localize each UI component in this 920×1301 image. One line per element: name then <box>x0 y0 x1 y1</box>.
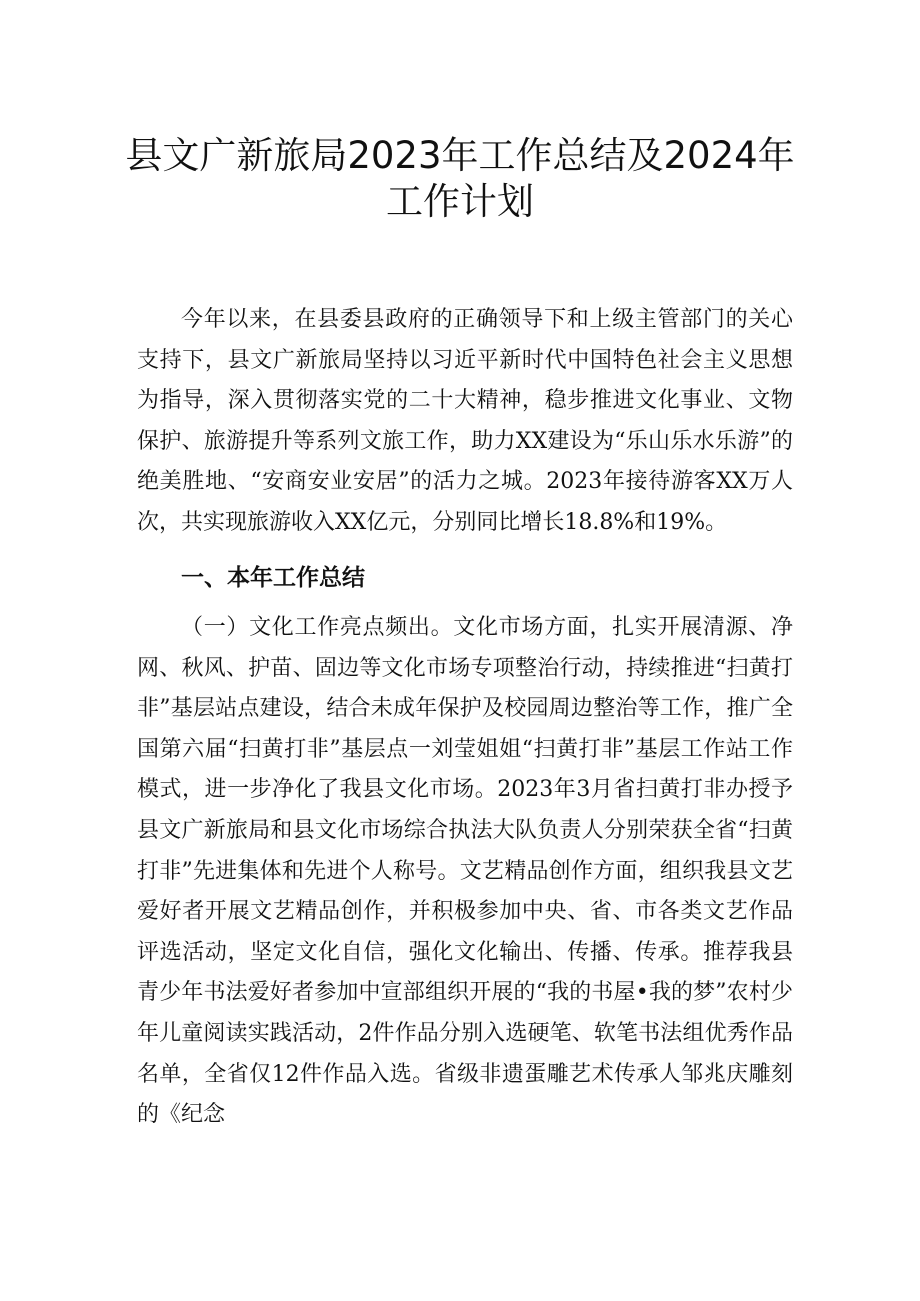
document-title-line2: 工作计划 <box>386 180 534 223</box>
section-paragraph: （一）文化工作亮点频出。文化市场方面，扎实开展清源、净网、秋风、护苗、固边等文化市场专项整治行动，持续推进“扫黄打非”基层站点建设，结合未成年保护及校园周边整治等工作，推广全国第六届“扫黄打非”基层点一刘莹姐姐“扫黄打非”基层工作站工作模式，进一步净化了我县文化市场。2023年3月省扫黄打非办授予县文广新旅局和县文化市场综合执法大队负责人分别荣获全省“扫黄打非”先进集体和先进个人称号。文艺精品创作方面，组织我县文艺爱好者开展文艺精品创作，并积极参加中央、省、市各类文艺作品评选活动，坚定文化自信，强化文化输出、传播、传承。推荐我县青少年书法爱好者参加中宣部组织开展的“我的书屋•我的梦”农村少年儿童阅读实践活动，2件作品分别入选硬笔、软笔书法组优秀作品名单，全省仅12件作品入选。省级非遗蛋雕艺术传承人邹兆庆雕刻的《纪念 <box>137 615 793 1128</box>
document-title-line1: 县文广新旅局2023年工作总结及2024年 <box>125 134 795 177</box>
section-heading: 一、本年工作总结 <box>181 565 365 591</box>
intro-paragraph: 今年以来，在县委县政府的正确领导下和上级主管部门的关心支持下，县文广新旅局坚持以习近平新时代中国特色社会主义思想为指导，深入贯彻落实党的二十大精神，稳步推进文化事业、文物保护、旅游提升等系列文旅工作，助力XX建设为“乐山乐水乐游”的绝美胜地、“安商安业安居”的活力之城。2023年接待游客XX万人次，共实现旅游收入XX亿元，分别同比增长18.8%和19%。 <box>137 307 793 535</box>
